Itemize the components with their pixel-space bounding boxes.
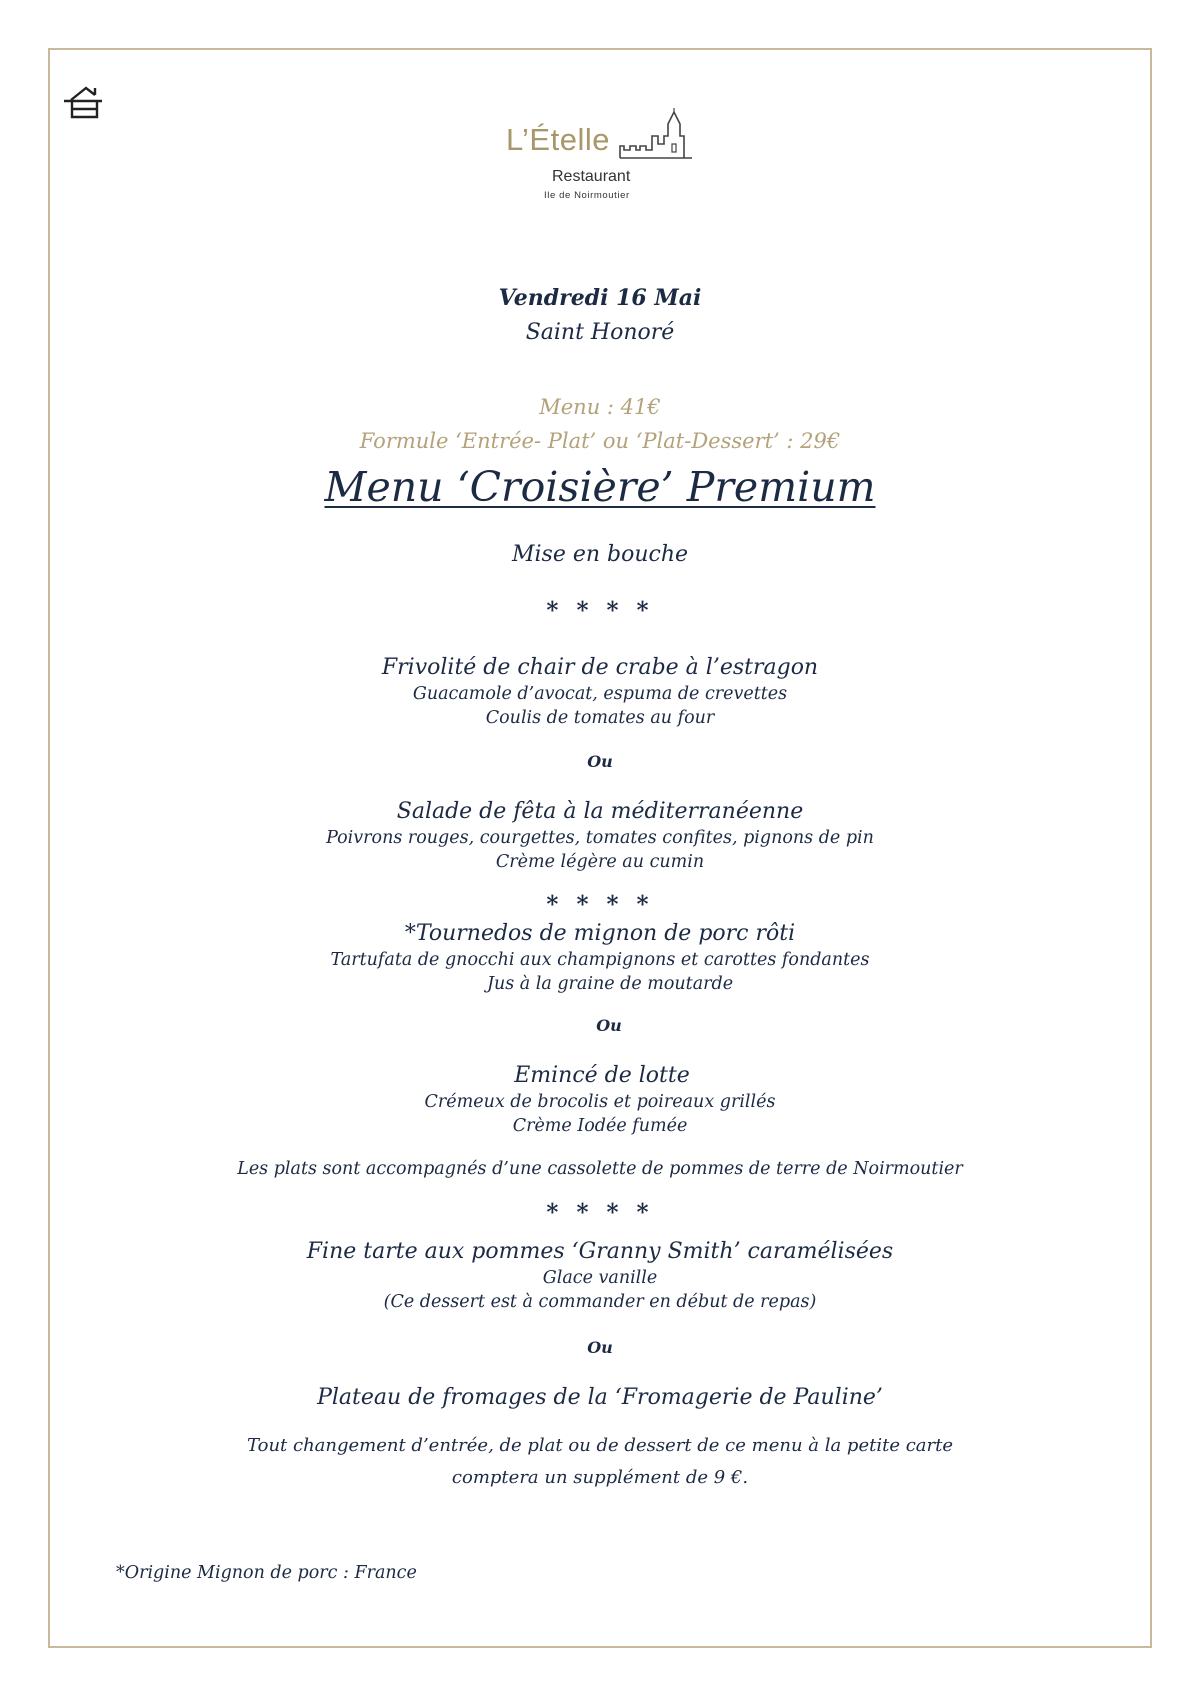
menu-content [60,282,1140,1494]
or-label: Ou [587,752,613,771]
logo-location-label: Ile de Noirmoutier [544,190,630,201]
dessert-1-detail: Glace vanille [542,1268,658,1288]
separator: * * * * [546,597,654,624]
entree-1-detail: Coulis de tomates au four [485,708,715,728]
entree-2-name: Salade de fêta à la méditerranéenne [396,799,804,824]
saint-of-day: Saint Honoré [525,320,675,345]
logo-restaurant-label: Restaurant [552,168,631,185]
plat-1-name: *Tournedos de mignon de porc rôti [404,921,796,946]
castle-icon [618,106,694,168]
menu-date: Vendredi 16 Mai [498,285,702,311]
restaurant-logo [480,100,700,210]
page-title: Menu ‘Croisière’ Premium [324,463,876,511]
supplement-note: Tout changement d’entrée, de plat ou de dessert de ce menu à la petite carte [247,1435,953,1456]
plat-2-name: Emincé de lotte [514,1063,690,1088]
entree-1-detail: Guacamole d’avocat, espuma de crevettes [412,684,788,704]
origin-note: *Origine Mignon de porc : France [116,1563,417,1583]
separator: * * * * [546,1199,654,1226]
entree-2-detail: Crème légère au cumin [495,852,705,872]
plat-2-detail: Crémeux de brocolis et poireaux grillés [424,1092,776,1112]
entree-2-detail: Poivrons rouges, courgettes, tomates confites, pignons de pin [326,828,874,848]
formula-price: Formule ‘Entrée- Plat’ ou ‘Plat-Dessert’ : 29€ [359,429,841,453]
home-icon[interactable] [62,82,104,120]
dessert-1-detail: (Ce dessert est à commander en début de repas) [383,1292,817,1312]
supplement-note: comptera un supplément de 9 €. [451,1467,749,1488]
dessert-2-name: Plateau de fromages de la ‘Fromagerie de Pauline’ [317,1385,883,1410]
mise-en-bouche: Mise en bouche [511,542,689,567]
accompaniment-note: Les plats sont accompagnés d’une cassolette de pommes de terre de Noirmoutier [237,1159,963,1179]
entree-1-name: Frivolité de chair de crabe à l’estragon [381,655,819,680]
or-label: Ou [596,1016,622,1035]
plat-1-detail: Tartufata de gnocchi aux champignons et carottes fondantes [330,950,870,970]
menu-price: Menu : 41€ [539,395,661,419]
separator: * * * * [546,891,654,918]
dessert-1-name: Fine tarte aux pommes ‘Granny Smith’ caramélisées [306,1239,894,1264]
plat-1-detail: Jus à la graine de moutarde [486,974,734,994]
logo-brand: L’Ételle [506,122,610,157]
or-label: Ou [587,1338,613,1357]
plat-2-detail: Crème Iodée fumée [512,1116,688,1136]
